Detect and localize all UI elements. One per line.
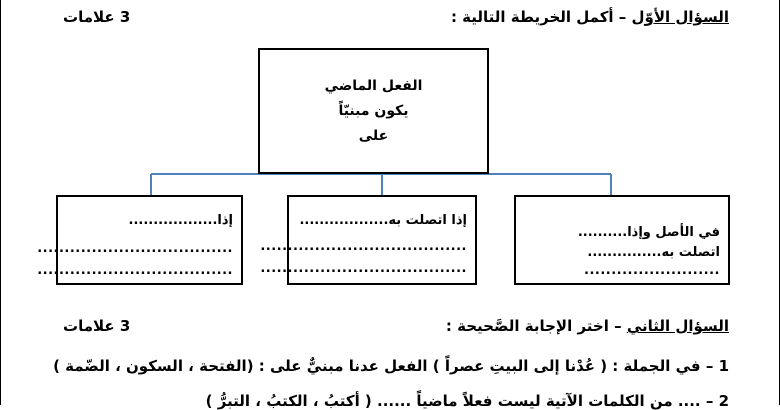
map-center-box: [258, 48, 489, 174]
question-1-marks: 3 علامات: [63, 8, 131, 26]
question-2-label: السؤال الثاني: [626, 317, 729, 335]
question-1-label: السؤال الأوّل: [631, 8, 729, 26]
leaf-left-line-1: إذا..................: [128, 213, 233, 228]
leaf-left-line-3: ....................................: [37, 263, 233, 278]
question-2-title: – اختر الإجابة الصَّحيحة :: [445, 317, 627, 335]
question-1-title: – أكمل الخريطة التالية :: [450, 8, 632, 26]
map-leaf-left: [37, 195, 243, 285]
center-line-2: يكون مبنيّاً: [338, 102, 409, 119]
leaf-right-line-1: في الأصل وإذا..........: [577, 225, 720, 240]
question-2-item-2: 2 – .... من الكلمات الآتية ليست فعلاً ماضياً ...... ( أكتبُ ، الكتبُ ، التبرُّ ): [205, 392, 729, 410]
question-2-heading: [446, 317, 729, 335]
leaf-middle-line-3: ......................................: [260, 261, 467, 276]
leaf-right-line-2: اتصلت به...............: [587, 245, 720, 260]
center-line-3: على: [358, 127, 389, 144]
leaf-right-line-3: .........................: [584, 263, 720, 278]
leaf-middle-line-1: إذا اتصلت به..................: [299, 213, 467, 228]
map-leaf-right: [514, 195, 730, 285]
leaf-middle-line-2: ......................................: [260, 239, 467, 254]
question-2-marks: 3 علامات: [63, 317, 131, 335]
map-leaf-middle: [260, 195, 477, 285]
question-2-item-1: 1 – في الجملة : ( عُدْنا إلى البيتِ عصراً ) الفعل عدنا مبنيٌّ على : (الفتحة ، السكون ، الضّمة ): [53, 357, 729, 375]
leaf-left-line-2: ....................................: [37, 241, 233, 256]
center-line-1: الفعل الماضي: [324, 77, 423, 94]
